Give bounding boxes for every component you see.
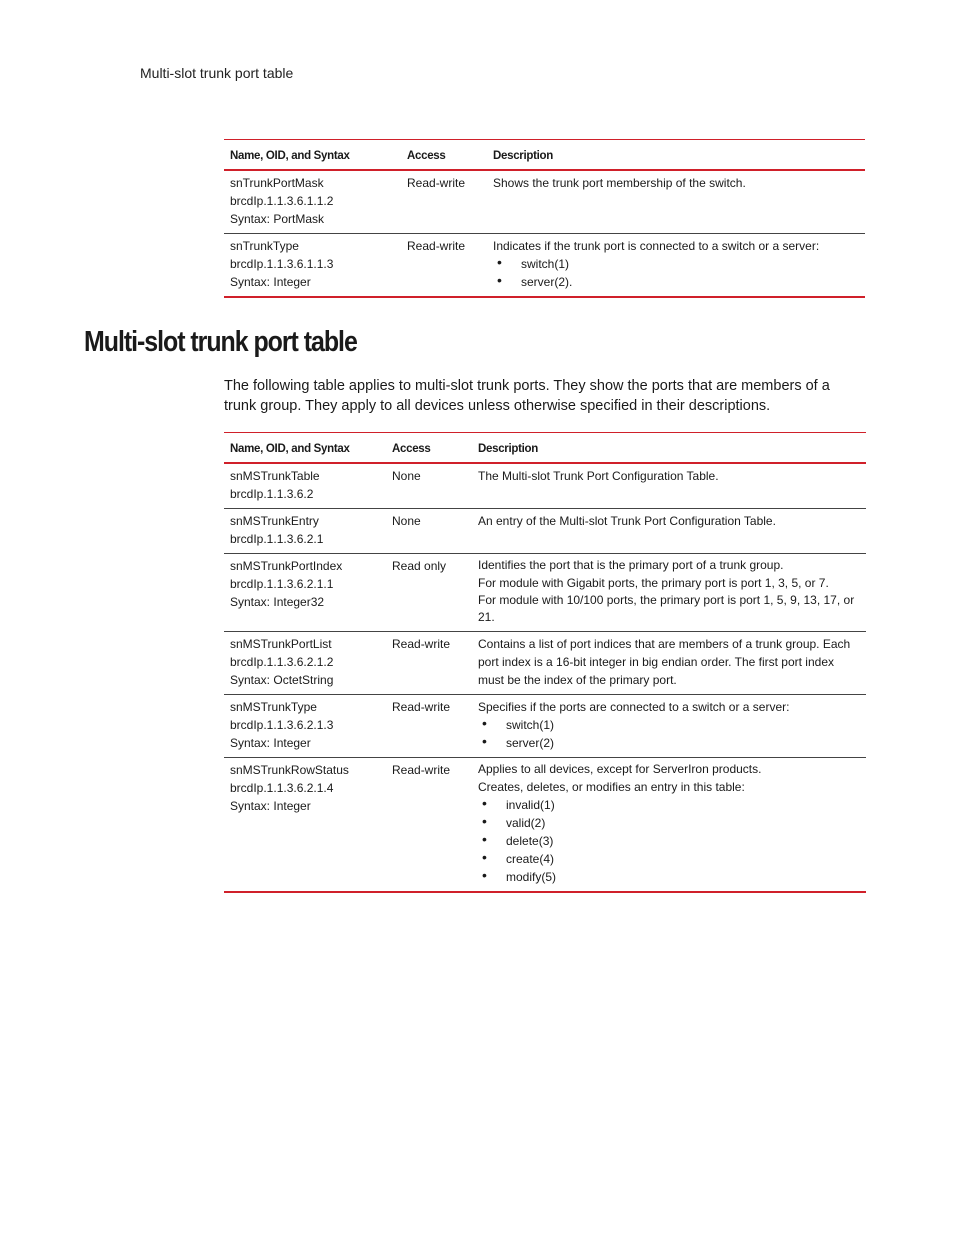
bullet-item bbox=[478, 868, 860, 886]
bullet-item bbox=[478, 850, 860, 868]
cell-access: Read-write bbox=[401, 170, 487, 234]
cell-access: Read-write bbox=[386, 632, 472, 695]
table-body bbox=[224, 170, 865, 297]
cell-description bbox=[472, 632, 866, 695]
cell-name-oid-syntax bbox=[224, 234, 401, 298]
table-header-row bbox=[224, 433, 866, 464]
table-row bbox=[224, 554, 866, 632]
description-text: An entry of the Multi-slot Trunk Port Configuration Table. bbox=[478, 514, 776, 528]
description-text: Creates, deletes, or modifies an entry in this table: bbox=[478, 779, 745, 794]
bullet-item bbox=[478, 796, 860, 814]
description-text: The Multi-slot Trunk Port Configuration Table. bbox=[478, 469, 719, 483]
name-oid-syntax-line: Syntax: OctetString bbox=[230, 673, 334, 687]
cell-name-oid-syntax bbox=[224, 695, 386, 758]
cell-name-oid-syntax bbox=[224, 509, 386, 554]
cell-access: Read-write bbox=[386, 695, 472, 758]
bullet-dot-icon: • bbox=[482, 813, 487, 829]
table-header-row bbox=[224, 140, 865, 171]
column-header-name: Name, OID, and Syntax bbox=[224, 433, 386, 464]
table-row bbox=[224, 170, 865, 234]
bullet-dot-icon: • bbox=[497, 254, 502, 270]
bullet-text: invalid(1) bbox=[506, 798, 555, 812]
table-row bbox=[224, 758, 866, 893]
table-body bbox=[224, 463, 866, 892]
bullet-item bbox=[478, 814, 860, 832]
bullet-dot-icon: • bbox=[482, 733, 487, 749]
bullet-list bbox=[493, 255, 859, 291]
description-text: Specifies if the ports are connected to a switch or a server: bbox=[478, 700, 790, 714]
bullet-text: switch(1) bbox=[506, 718, 555, 732]
column-header-access: Access bbox=[401, 140, 487, 171]
bullet-text: server(2) bbox=[506, 736, 555, 750]
cell-access: Read only bbox=[386, 554, 472, 632]
section-intro: The following table applies to multi-slot trunk ports. They show the ports that are members of a trunk group. They apply to all devices unless otherwise specified in their descriptions. bbox=[224, 378, 830, 414]
name-oid-syntax-line: brcdIp.1.1.3.6.2.1 bbox=[230, 532, 324, 546]
bullet-item bbox=[478, 716, 860, 734]
bullet-dot-icon: • bbox=[497, 272, 502, 288]
name-oid-syntax-line: Syntax: Integer bbox=[230, 275, 311, 289]
cell-access: Read-write bbox=[386, 758, 472, 893]
cell-description bbox=[472, 758, 866, 893]
name-oid-syntax-line: snTrunkPortMask bbox=[230, 176, 324, 190]
mib-table-trunk-port bbox=[224, 139, 865, 298]
bullet-text: server(2). bbox=[521, 275, 573, 289]
description-text: Contains a list of port indices that are members of a trunk group. Each port index is a 16-bit integer in big endian order. The first port index must be the index of the primary port. bbox=[478, 637, 851, 687]
description-text: Indicates if the trunk port is connected to a switch or a server: bbox=[493, 239, 820, 253]
name-oid-syntax-line: snMSTrunkType bbox=[230, 700, 317, 714]
description-text: Identifies the port that is the primary port of a trunk group. bbox=[478, 558, 784, 572]
bullet-dot-icon: • bbox=[482, 867, 487, 883]
bullet-dot-icon: • bbox=[482, 849, 487, 865]
cell-access: None bbox=[386, 509, 472, 554]
running-header: Multi-slot trunk port table bbox=[140, 65, 294, 81]
bullet-text: valid(2) bbox=[506, 816, 546, 830]
name-oid-syntax-line: brcdIp.1.1.3.6.1.1.3 bbox=[230, 257, 334, 271]
column-header-name: Name, OID, and Syntax bbox=[224, 140, 401, 171]
bullet-text: delete(3) bbox=[506, 834, 554, 848]
bullet-item bbox=[478, 832, 860, 850]
cell-name-oid-syntax bbox=[224, 170, 401, 234]
cell-description bbox=[487, 170, 865, 234]
bullet-item bbox=[493, 255, 859, 273]
name-oid-syntax-line: Syntax: Integer32 bbox=[230, 595, 325, 609]
table-row bbox=[224, 463, 866, 509]
name-oid-syntax-line: snTrunkType bbox=[230, 239, 299, 253]
name-oid-syntax-line: brcdIp.1.1.3.6.2.1.4 bbox=[230, 781, 334, 795]
table-row bbox=[224, 632, 866, 695]
cell-name-oid-syntax bbox=[224, 632, 386, 695]
name-oid-syntax-line: brcdIp.1.1.3.6.1.1.2 bbox=[230, 194, 334, 208]
column-header-description: Description bbox=[487, 140, 865, 171]
name-oid-syntax-line: Syntax: PortMask bbox=[230, 212, 325, 226]
bullet-item bbox=[478, 734, 860, 752]
column-header-description: Description bbox=[472, 433, 866, 464]
name-oid-syntax-line: Syntax: Integer bbox=[230, 736, 311, 750]
cell-description bbox=[472, 509, 866, 554]
table-row bbox=[224, 234, 865, 298]
cell-description bbox=[472, 554, 866, 632]
section-title: Multi-slot trunk port table bbox=[84, 326, 357, 358]
cell-access: Read-write bbox=[401, 234, 487, 298]
description-text: Applies to all devices, except for ServerIron products. bbox=[478, 762, 762, 776]
name-oid-syntax-line: snMSTrunkPortIndex bbox=[230, 559, 343, 573]
cell-name-oid-syntax bbox=[224, 758, 386, 893]
name-oid-syntax-line: snMSTrunkRowStatus bbox=[230, 763, 349, 777]
bullet-list bbox=[478, 716, 860, 752]
cell-description bbox=[472, 695, 866, 758]
name-oid-syntax-line: snMSTrunkTable bbox=[230, 469, 320, 483]
bullet-list bbox=[478, 796, 860, 886]
cell-name-oid-syntax bbox=[224, 554, 386, 632]
name-oid-syntax-line: brcdIp.1.1.3.6.2 bbox=[230, 487, 314, 501]
bullet-dot-icon: • bbox=[482, 831, 487, 847]
name-oid-syntax-line: Syntax: Integer bbox=[230, 799, 311, 813]
name-oid-syntax-line: snMSTrunkPortList bbox=[230, 637, 332, 651]
description-text: For module with Gigabit ports, the primary port is port 1, 3, 5, or 7. bbox=[478, 575, 829, 590]
description-text: Shows the trunk port membership of the switch. bbox=[493, 176, 746, 190]
bullet-text: switch(1) bbox=[521, 257, 570, 271]
cell-name-oid-syntax bbox=[224, 463, 386, 509]
table-row bbox=[224, 695, 866, 758]
name-oid-syntax-line: brcdIp.1.1.3.6.2.1.2 bbox=[230, 655, 334, 669]
bullet-item bbox=[493, 273, 859, 291]
name-oid-syntax-line: snMSTrunkEntry bbox=[230, 514, 319, 528]
cell-description bbox=[487, 234, 865, 298]
column-header-access: Access bbox=[386, 433, 472, 464]
cell-description bbox=[472, 463, 866, 509]
name-oid-syntax-line: brcdIp.1.1.3.6.2.1.3 bbox=[230, 718, 334, 732]
bullet-text: create(4) bbox=[506, 852, 555, 866]
bullet-dot-icon: • bbox=[482, 795, 487, 811]
description-text: For module with 10/100 ports, the primary port is port 1, 5, 9, 13, 17, or 21. bbox=[478, 593, 855, 624]
bullet-text: modify(5) bbox=[506, 870, 557, 884]
mib-table-multi-slot-trunk bbox=[224, 432, 866, 893]
cell-access: None bbox=[386, 463, 472, 509]
name-oid-syntax-line: brcdIp.1.1.3.6.2.1.1 bbox=[230, 577, 334, 591]
table-row bbox=[224, 509, 866, 554]
bullet-dot-icon: • bbox=[482, 715, 487, 731]
